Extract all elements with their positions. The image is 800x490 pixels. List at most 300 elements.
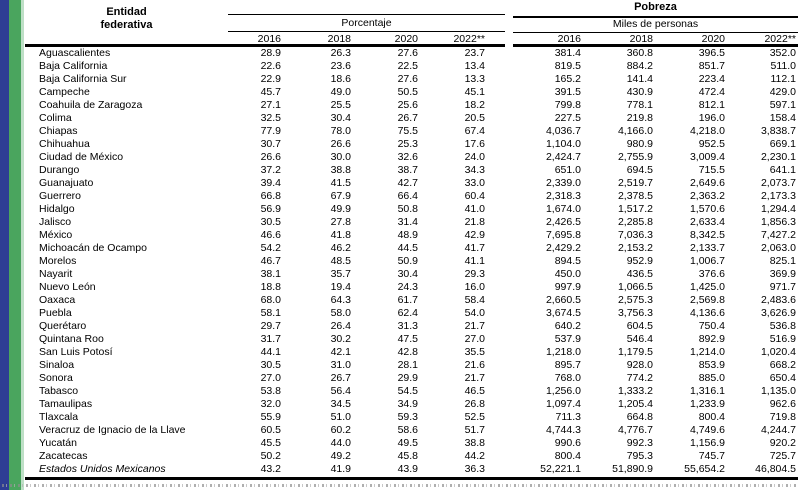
value-cell: 546.4	[626, 333, 653, 346]
value-cell: 44.5	[397, 242, 418, 255]
value-cell: 35.5	[464, 346, 485, 359]
year-header-cell: 2020	[701, 32, 725, 45]
entity-cell: Chihuahua	[39, 137, 90, 150]
table-row	[25, 112, 798, 125]
table-row	[25, 73, 798, 86]
value-cell: 64.3	[330, 294, 351, 307]
left-accent-bar-blue	[0, 0, 9, 490]
value-cell: 651.0	[554, 163, 581, 176]
value-cell: 2,173.3	[760, 189, 796, 202]
value-cell: 26.6	[260, 150, 281, 163]
value-cell: 29.9	[397, 372, 418, 385]
entity-cell: Durango	[39, 163, 80, 176]
group-header-miles-de-personas: Miles de personas	[612, 17, 699, 30]
group-gap	[487, 385, 513, 398]
value-cell: 38.7	[397, 163, 418, 176]
value-cell: 18.6	[330, 72, 351, 85]
group-gap	[487, 294, 513, 307]
value-cell: 3,674.5	[545, 307, 581, 320]
entity-cell: Michoacán de Ocampo	[39, 242, 147, 255]
bottom-rule	[25, 477, 798, 480]
group-gap	[487, 320, 513, 333]
table-row	[25, 164, 798, 177]
value-cell: 67.4	[464, 124, 485, 137]
entity-cell: San Luis Potosí	[39, 346, 113, 359]
value-cell: 4,036.7	[545, 124, 581, 137]
value-cell: 60.2	[330, 424, 351, 437]
value-cell: 27.1	[260, 98, 281, 111]
value-cell: 2,073.7	[760, 176, 796, 189]
group-gap	[487, 203, 513, 216]
value-cell: 50.5	[397, 85, 418, 98]
value-cell: 1,205.4	[617, 398, 653, 411]
group-gap	[487, 346, 513, 359]
table-row	[25, 333, 798, 346]
value-cell: 51,890.9	[612, 463, 653, 476]
value-cell: 2,318.3	[545, 189, 581, 202]
value-cell: 23.6	[330, 59, 351, 72]
value-cell: 4,166.0	[617, 124, 653, 137]
rule-above-porcentaje	[228, 14, 505, 16]
value-cell: 58.6	[397, 424, 418, 437]
value-cell: 42.7	[397, 176, 418, 189]
value-cell: 774.2	[626, 372, 653, 385]
entity-cell: Nuevo León	[39, 281, 96, 294]
group-gap	[487, 333, 513, 346]
value-cell: 227.5	[554, 111, 581, 124]
value-cell: 21.7	[464, 320, 485, 333]
group-gap	[487, 411, 513, 424]
value-cell: 55,654.2	[684, 463, 725, 476]
table-row	[25, 372, 798, 385]
value-cell: 800.4	[698, 411, 725, 424]
table-row	[25, 437, 798, 450]
value-cell: 1,233.9	[689, 398, 725, 411]
value-cell: 43.9	[397, 463, 418, 476]
value-cell: 25.6	[397, 98, 418, 111]
value-cell: 3,838.7	[760, 124, 796, 137]
value-cell: 42.8	[397, 346, 418, 359]
value-cell: 77.9	[260, 124, 281, 137]
value-cell: 2,230.1	[760, 150, 796, 163]
entity-cell: Colima	[39, 111, 72, 124]
entity-cell: Zacatecas	[39, 450, 88, 463]
value-cell: 59.3	[397, 411, 418, 424]
value-cell: 2,133.7	[689, 242, 725, 255]
value-cell: 2,429.2	[545, 242, 581, 255]
value-cell: 711.3	[555, 411, 581, 424]
value-cell: 52.5	[464, 411, 485, 424]
value-cell: 75.5	[397, 124, 418, 137]
value-cell: 49.9	[330, 202, 351, 215]
value-cell: 21.6	[464, 359, 485, 372]
value-cell: 819.5	[554, 59, 581, 72]
value-cell: 48.9	[397, 229, 418, 242]
value-cell: 992.3	[626, 437, 653, 450]
value-cell: 430.9	[626, 85, 653, 98]
group-gap	[487, 424, 513, 437]
entity-cell: Morelos	[39, 255, 77, 268]
value-cell: 30.4	[397, 268, 418, 281]
value-cell: 429.0	[769, 85, 796, 98]
value-cell: 34.9	[397, 398, 418, 411]
value-cell: 42.9	[464, 229, 485, 242]
value-cell: 30.5	[260, 359, 281, 372]
value-cell: 26.6	[330, 137, 351, 150]
value-cell: 812.1	[698, 98, 725, 111]
value-cell: 58.1	[260, 307, 281, 320]
value-cell: 640.2	[554, 320, 581, 333]
value-cell: 27.6	[397, 46, 418, 59]
table-row	[25, 86, 798, 99]
table-row	[25, 346, 798, 359]
value-cell: 2,649.6	[689, 176, 725, 189]
year-header-cell: 2016	[257, 32, 281, 45]
group-gap	[487, 138, 513, 151]
table-row	[25, 255, 798, 268]
value-cell: 196.0	[698, 111, 725, 124]
value-cell: 2,575.3	[617, 294, 653, 307]
table-row	[25, 177, 798, 190]
group-gap	[487, 359, 513, 372]
value-cell: 18.2	[464, 98, 485, 111]
group-gap	[487, 190, 513, 203]
entity-cell: Yucatán	[39, 437, 77, 450]
value-cell: 32.0	[260, 398, 281, 411]
value-cell: 41.8	[330, 229, 351, 242]
value-cell: 33.0	[464, 176, 485, 189]
value-cell: 1,517.2	[617, 202, 653, 215]
value-cell: 68.0	[260, 294, 281, 307]
value-cell: 664.8	[626, 411, 653, 424]
value-cell: 3,009.4	[689, 150, 725, 163]
value-cell: 1,104.0	[545, 137, 581, 150]
value-cell: 719.8	[769, 411, 796, 424]
value-cell: 41.0	[464, 202, 485, 215]
group-gap	[487, 255, 513, 268]
year-header-cell: 2022**	[764, 32, 796, 45]
value-cell: 1,020.4	[760, 346, 796, 359]
entity-cell: Guerrero	[39, 189, 82, 202]
group-gap	[487, 229, 513, 242]
entity-cell: Ciudad de México	[39, 150, 124, 163]
value-cell: 2,633.4	[689, 216, 725, 228]
value-cell: 1,570.6	[689, 202, 725, 215]
value-cell: 38.8	[464, 437, 485, 450]
value-cell: 2,363.2	[689, 189, 725, 202]
value-cell: 24.0	[464, 150, 485, 163]
value-cell: 17.6	[464, 137, 485, 150]
group-gap	[487, 112, 513, 125]
table-row	[25, 99, 798, 112]
value-cell: 49.2	[330, 450, 351, 463]
value-cell: 8,342.5	[689, 229, 725, 242]
table-row	[25, 138, 798, 151]
value-cell: 2,426.5	[545, 216, 581, 228]
entity-cell: Baja California Sur	[39, 72, 127, 85]
value-cell: 536.8	[769, 320, 796, 333]
value-cell: 39.4	[260, 176, 281, 189]
entity-cell: Coahuila de Zaragoza	[39, 98, 143, 111]
value-cell: 1,674.0	[545, 202, 581, 215]
value-cell: 34.3	[464, 163, 485, 176]
value-cell: 694.5	[626, 163, 653, 176]
value-cell: 369.9	[769, 268, 796, 281]
value-cell: 668.2	[769, 359, 796, 372]
entity-cell: Tamaulipas	[39, 398, 93, 411]
value-cell: 800.4	[554, 450, 581, 463]
value-cell: 980.9	[626, 137, 653, 150]
year-header-cell: 2018	[327, 32, 351, 45]
value-cell: 66.4	[397, 189, 418, 202]
group-header-porcentaje: Porcentaje	[341, 16, 392, 29]
value-cell: 971.7	[769, 281, 796, 294]
left-accent-bar-green	[9, 0, 21, 490]
value-cell: 46.5	[464, 385, 485, 398]
value-cell: 1,179.5	[617, 346, 653, 359]
value-cell: 66.8	[260, 189, 281, 202]
value-cell: 60.4	[464, 189, 485, 202]
table-row	[25, 281, 798, 294]
value-cell: 2,519.7	[617, 176, 653, 189]
group-gap	[487, 151, 513, 164]
value-cell: 27.0	[464, 333, 485, 346]
value-cell: 391.5	[554, 85, 581, 98]
value-cell: 46,804.5	[755, 463, 796, 476]
value-cell: 26.8	[464, 398, 485, 411]
table-row	[25, 151, 798, 164]
value-cell: 49.0	[330, 85, 351, 98]
value-cell: 44.2	[464, 450, 485, 463]
value-cell: 54.0	[464, 307, 485, 320]
value-cell: 56.4	[330, 385, 351, 398]
value-cell: 2,660.5	[545, 294, 581, 307]
value-cell: 38.8	[330, 163, 351, 176]
value-cell: 604.5	[626, 320, 653, 333]
value-cell: 27.0	[260, 372, 281, 385]
value-cell: 21.8	[464, 216, 485, 228]
value-cell: 352.0	[769, 46, 796, 59]
group-gap	[487, 242, 513, 255]
group-gap	[487, 47, 513, 60]
entity-cell: Tlaxcala	[39, 411, 79, 424]
entity-cell: Campeche	[39, 85, 90, 98]
value-cell: 51.0	[330, 411, 351, 424]
year-header-cell: 2016	[557, 32, 581, 45]
table-row	[25, 359, 798, 372]
value-cell: 641.1	[769, 163, 796, 176]
entity-cell: Sinaloa	[39, 359, 75, 372]
value-cell: 27.6	[397, 72, 418, 85]
value-cell: 50.2	[260, 450, 281, 463]
entity-cell: Guanajuato	[39, 176, 94, 189]
group-gap	[487, 164, 513, 177]
value-cell: 892.9	[698, 333, 725, 346]
group-gap	[487, 268, 513, 281]
table-row	[25, 307, 798, 320]
group-gap	[487, 125, 513, 138]
value-cell: 2,339.0	[545, 176, 581, 189]
value-cell: 31.3	[397, 320, 418, 333]
entity-header-line2: federativa	[100, 19, 153, 31]
value-cell: 23.7	[464, 46, 485, 59]
value-cell: 28.9	[260, 46, 281, 59]
group-gap	[487, 73, 513, 86]
value-cell: 29.3	[464, 268, 485, 281]
value-cell: 38.1	[260, 268, 281, 281]
value-cell: 853.9	[698, 359, 725, 372]
value-cell: 58.0	[330, 307, 351, 320]
value-cell: 1,294.4	[760, 202, 796, 215]
entity-cell: México	[39, 229, 73, 242]
value-cell: 223.4	[698, 72, 725, 85]
table-title-pobreza: Pobreza	[634, 1, 677, 13]
value-cell: 37.2	[260, 163, 281, 176]
value-cell: 1,333.2	[617, 385, 653, 398]
value-cell: 597.1	[769, 98, 796, 111]
value-cell: 1,214.0	[689, 346, 725, 359]
value-cell: 44.0	[330, 437, 351, 450]
value-cell: 537.9	[554, 333, 581, 346]
value-cell: 4,136.6	[689, 307, 725, 320]
value-cell: 44.1	[260, 346, 281, 359]
table-row	[25, 424, 798, 437]
table-body	[25, 47, 798, 477]
value-cell: 1,316.1	[689, 385, 725, 398]
table-row	[25, 411, 798, 424]
value-cell: 1,135.0	[760, 385, 796, 398]
value-cell: 3,756.3	[617, 307, 653, 320]
value-cell: 34.5	[330, 398, 351, 411]
value-cell: 62.4	[397, 307, 418, 320]
value-cell: 31.0	[330, 359, 351, 372]
value-cell: 4,244.7	[760, 424, 796, 437]
value-cell: 22.9	[260, 72, 281, 85]
entity-cell: Jalisco	[39, 216, 72, 228]
value-cell: 112.1	[770, 72, 796, 85]
value-cell: 2,153.2	[617, 242, 653, 255]
value-cell: 50.9	[397, 255, 418, 268]
value-cell: 13.3	[464, 72, 485, 85]
year-header-cell: 2018	[629, 32, 653, 45]
value-cell: 26.4	[330, 320, 351, 333]
entity-cell: Quintana Roo	[39, 333, 104, 346]
value-cell: 2,755.9	[617, 150, 653, 163]
value-cell: 45.5	[260, 437, 281, 450]
value-cell: 32.6	[397, 150, 418, 163]
table-row	[25, 398, 798, 411]
value-cell: 25.5	[330, 98, 351, 111]
value-cell: 24.3	[397, 281, 418, 294]
value-cell: 4,749.6	[689, 424, 725, 437]
value-cell: 158.4	[769, 111, 796, 124]
value-cell: 7,036.3	[617, 229, 653, 242]
value-cell: 2,063.0	[760, 242, 796, 255]
value-cell: 669.1	[769, 137, 796, 150]
value-cell: 45.1	[464, 85, 485, 98]
value-cell: 18.8	[260, 281, 281, 294]
value-cell: 472.4	[698, 85, 725, 98]
group-gap	[487, 60, 513, 73]
group-gap	[487, 99, 513, 112]
value-cell: 715.5	[698, 163, 725, 176]
value-cell: 32.5	[260, 111, 281, 124]
value-cell: 51.7	[464, 424, 485, 437]
value-cell: 396.5	[698, 46, 725, 59]
value-cell: 997.9	[554, 281, 581, 294]
group-gap	[487, 177, 513, 190]
table-row	[25, 268, 798, 281]
value-cell: 27.8	[330, 216, 351, 228]
value-cell: 1,097.4	[545, 398, 581, 411]
value-cell: 2,483.6	[760, 294, 796, 307]
table-row	[25, 385, 798, 398]
value-cell: 45.7	[260, 85, 281, 98]
value-cell: 26.7	[397, 111, 418, 124]
value-cell: 78.0	[330, 124, 351, 137]
group-gap	[487, 398, 513, 411]
value-cell: 28.1	[397, 359, 418, 372]
value-cell: 2,285.8	[617, 216, 653, 228]
value-cell: 2,424.7	[545, 150, 581, 163]
value-cell: 46.6	[260, 229, 281, 242]
value-cell: 42.1	[330, 346, 351, 359]
table-row	[25, 47, 798, 60]
value-cell: 61.7	[397, 294, 418, 307]
clipped-footnote-strip	[2, 484, 798, 487]
value-cell: 36.3	[464, 463, 485, 476]
value-cell: 962.6	[769, 398, 796, 411]
value-cell: 799.8	[554, 98, 581, 111]
entity-cell: Tabasco	[39, 385, 79, 398]
table-row	[25, 203, 798, 216]
table-row	[25, 242, 798, 255]
value-cell: 952.5	[698, 137, 725, 150]
entity-cell: Oaxaca	[39, 294, 76, 307]
value-cell: 851.7	[698, 59, 725, 72]
value-cell: 376.6	[698, 268, 725, 281]
value-cell: 165.2	[554, 72, 581, 85]
value-cell: 19.4	[330, 281, 351, 294]
value-cell: 53.8	[260, 385, 281, 398]
entity-cell: Querétaro	[39, 320, 87, 333]
value-cell: 25.3	[397, 137, 418, 150]
value-cell: 22.6	[260, 59, 281, 72]
value-cell: 54.2	[260, 242, 281, 255]
value-cell: 26.3	[330, 46, 351, 59]
group-gap	[487, 307, 513, 320]
value-cell: 26.7	[330, 372, 351, 385]
value-cell: 884.2	[626, 59, 653, 72]
value-cell: 30.2	[330, 333, 351, 346]
entity-cell: Estados Unidos Mexicanos	[39, 463, 166, 476]
total-row	[25, 463, 798, 476]
value-cell: 67.9	[330, 189, 351, 202]
entity-column-header	[25, 6, 228, 32]
value-cell: 750.4	[698, 320, 725, 333]
table-row	[25, 450, 798, 463]
value-cell: 55.9	[260, 411, 281, 424]
value-cell: 35.7	[330, 268, 351, 281]
value-cell: 49.5	[397, 437, 418, 450]
value-cell: 45.8	[397, 450, 418, 463]
value-cell: 47.5	[397, 333, 418, 346]
value-cell: 41.9	[330, 463, 351, 476]
value-cell: 30.5	[260, 216, 281, 228]
year-header-cell: 2022**	[453, 32, 485, 45]
year-header-cell: 2020	[394, 32, 418, 45]
value-cell: 894.5	[554, 255, 581, 268]
